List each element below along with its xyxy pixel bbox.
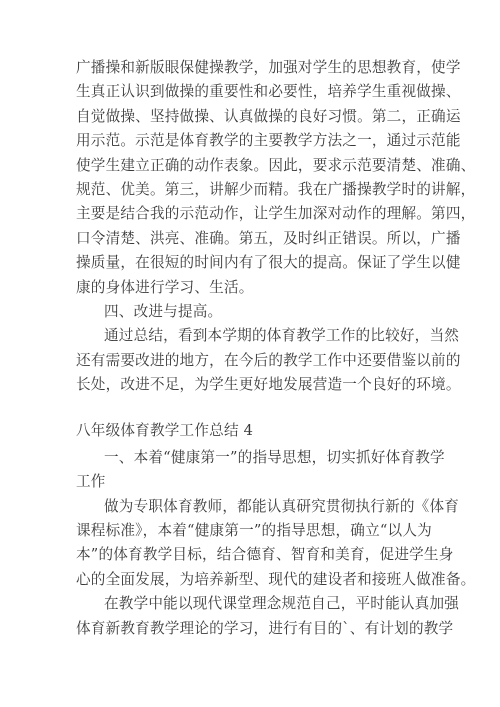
paragraph-line: 广播操和新版眼保健操教学，加强对学生的思想教育，使学 <box>76 59 461 76</box>
document-page <box>76 56 476 641</box>
paragraph-line: 康的身体进行学习、生活。 <box>76 278 254 296</box>
paragraph-line: 本”的体育教学目标，结合德育、智育和美育，促进学生身 <box>76 546 454 564</box>
paragraph-line: 长处，改进不足，为学生更好地发展营造一个良好的环境。 <box>76 376 461 394</box>
paragraph-line: 规范、优美。第三，讲解少而精。我在广播操教学时的讲解， <box>76 180 476 198</box>
paragraph-line: 使学生建立正确的动作表象。因此，要求示范要清楚、准确、 <box>76 156 476 174</box>
paragraph-line: 自觉做操、坚持做操、认真做操的良好习惯。第二，正确运 <box>76 107 461 125</box>
paragraph-line: 工作 <box>76 473 106 491</box>
paragraph-line: 用示范。示范是体育教学的主要教学方法之一，通过示范能 <box>76 132 461 150</box>
paragraph-line: 主要是结合我的示范动作，让学生加深对动作的理解。第四， <box>76 205 476 223</box>
paragraph-line: 心的全面发展，为培养新型、现代的建设者和接班人做准备。 <box>76 570 476 588</box>
document-heading: 八年级体育教学工作总结 4 <box>76 422 254 440</box>
paragraph-line: 生真正认识到做操的重要性和必要性，培养学生重视做操、 <box>76 83 461 101</box>
paragraph-line: 在教学中能以现代课堂理念规范自己，平时能认真加强 <box>104 595 460 613</box>
paragraph-line: 口令清楚、洪亮、准确。第五，及时纠正错误。所以，广播 <box>76 229 461 247</box>
section-heading-health-first: 一、本着“健康第一”的指导思想，切实抓好体育教学 <box>104 448 445 466</box>
paragraph-line: 课程标准》，本着“健康第一”的指导思想，确立“以人为 <box>76 522 432 540</box>
paragraph-line: 体育新教育教学理论的学习，进行有目的`、有计划的教学 <box>76 619 454 637</box>
paragraph-line: 操质量，在很短的时间内有了很大的提高。保证了学生以健 <box>76 254 461 272</box>
paragraph-line: 通过总结，看到本学期的体育教学工作的比较好，当然 <box>104 327 460 345</box>
section-heading-improvement: 四、改进与提高。 <box>104 302 223 320</box>
paragraph-line: 还有需要改进的地方，在今后的教学工作中还要借鉴以前的 <box>76 351 461 369</box>
paragraph-line: 做为专职体育教师，都能认真研究贯彻执行新的《体育 <box>104 497 460 515</box>
